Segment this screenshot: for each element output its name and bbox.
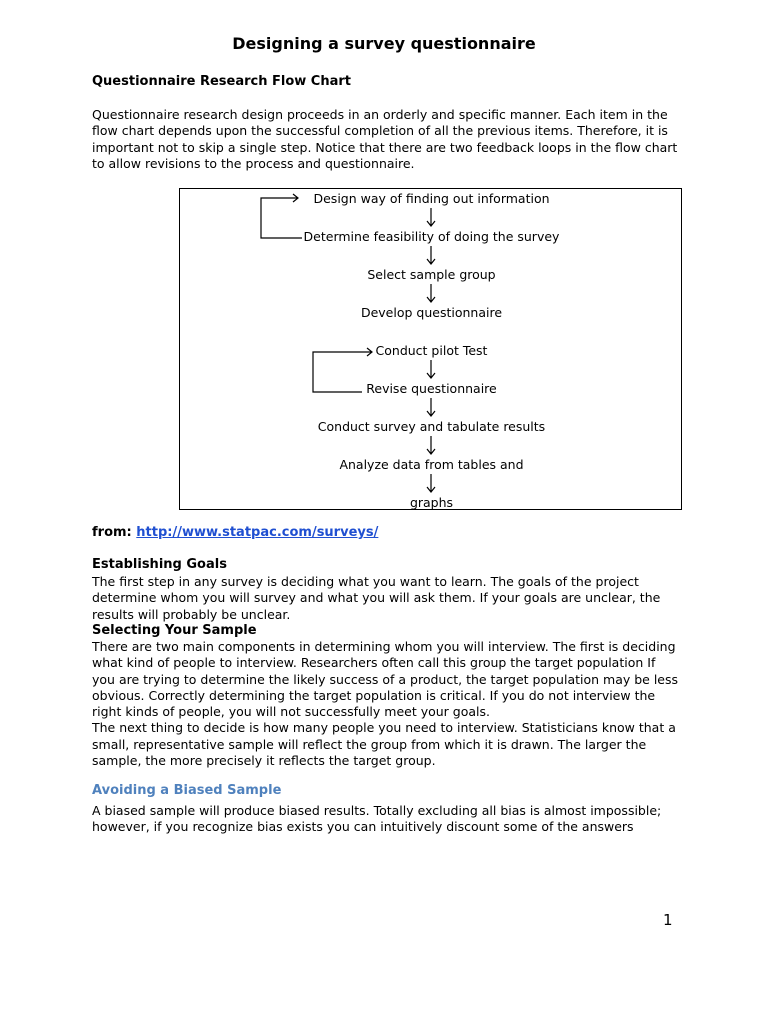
down-arrow-icon xyxy=(425,246,437,266)
down-arrow-icon xyxy=(425,360,437,380)
flow-step-feasibility: Determine feasibility of doing the survey xyxy=(303,229,560,244)
feedback-loop-arrow-icon xyxy=(310,345,375,395)
down-arrow-icon xyxy=(425,208,437,228)
sample-section xyxy=(92,639,682,769)
goals-heading: Establishing Goals xyxy=(92,557,227,572)
flow-step-revise: Revise questionnaire xyxy=(366,381,497,396)
sample-paragraph-1: There are two main components in determining whom you will interview. The first is deciding what kind of people to interview. Researchers often call this group the target population If you are trying to determine the likely success of a product, the target population may be less obvious. Correctly determining the target population is critical. If you do not interview the right kinds of people, you will not successfully meet your goals. xyxy=(92,639,679,720)
flow-step-design: Design way of finding out information xyxy=(313,191,550,206)
flow-step-develop: Develop questionnaire xyxy=(360,305,503,320)
page-number: 1 xyxy=(663,911,673,929)
source-line xyxy=(92,525,378,540)
biased-heading: Avoiding a Biased Sample xyxy=(92,783,282,798)
source-label: from: xyxy=(92,525,132,540)
flow-step-conduct-survey: Conduct survey and tabulate results xyxy=(317,419,546,434)
sample-paragraph-2: The next thing to decide is how many people you need to interview. Statisticians know that a small, representative sample will reflect the group from which it is drawn. The larger the sample, the more precisely it reflects the target group. xyxy=(92,720,676,769)
source-link[interactable]: http://www.statpac.com/surveys/ xyxy=(136,525,379,540)
document-title: Designing a survey questionnaire xyxy=(232,34,536,53)
feedback-loop-arrow-icon xyxy=(258,191,304,241)
down-arrow-icon xyxy=(425,474,437,494)
down-arrow-icon xyxy=(425,436,437,456)
flow-step-sample-group: Select sample group xyxy=(367,267,496,282)
sample-heading: Selecting Your Sample xyxy=(92,623,257,638)
flow-step-analyze: Analyze data from tables and xyxy=(339,457,524,472)
flow-step-pilot-test: Conduct pilot Test xyxy=(375,343,488,358)
flow-chart-box xyxy=(179,188,682,510)
down-arrow-icon xyxy=(425,398,437,418)
flow-step-graphs: graphs xyxy=(409,495,454,510)
goals-paragraph: The first step in any survey is deciding what you want to learn. The goals of the project determine whom you will survey and what you will ask them. If your goals are unclear, the results will probably be unclear. xyxy=(92,574,661,622)
intro-paragraph: Questionnaire research design proceeds in an orderly and specific manner. Each item in the flow chart depends upon the successful completion of all the previous items. Therefore, it is important not to skip a single step. Notice that there are two feedback loops in the flow chart to allow revisions to the process and questionnaire. xyxy=(92,107,678,171)
down-arrow-icon xyxy=(425,284,437,304)
flow-chart-subtitle: Questionnaire Research Flow Chart xyxy=(92,74,352,89)
biased-paragraph: A biased sample will produce biased results. Totally excluding all bias is almost impossible; however, if you recognize bias exists you can intuitively discount some of the answers xyxy=(92,803,662,835)
